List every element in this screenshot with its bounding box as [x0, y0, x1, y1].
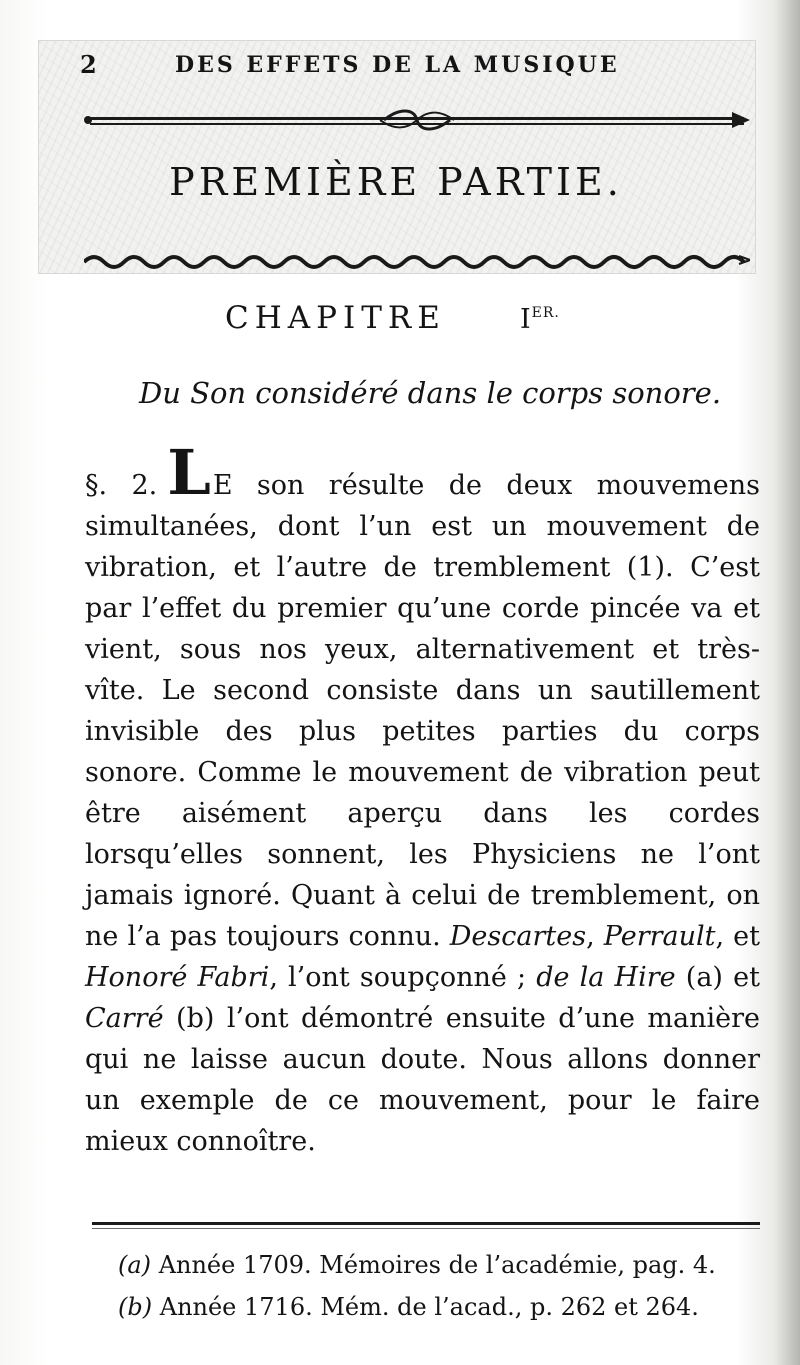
drop-cap: L [167, 436, 211, 509]
chapter-heading: CHAPITRE [225, 300, 446, 336]
running-title: DES EFFETS DE LA MUSIQUE [175, 52, 620, 78]
footnote-mark: (a) [118, 1251, 152, 1279]
footnote-text: Année 1709. Mémoires de l’académie, pag. 4. [158, 1251, 716, 1279]
footnote-b [118, 1286, 768, 1328]
separator-4: et [733, 962, 760, 993]
section-mark: §. 2. [85, 470, 158, 501]
running-head [80, 50, 680, 86]
separator-2: , et [715, 921, 760, 952]
name-de-la-hire: de la Hire [536, 962, 676, 993]
ornamental-rule [84, 106, 750, 136]
name-descartes: Descartes [449, 921, 587, 952]
separator-1: , [586, 921, 595, 952]
wavy-rule [84, 248, 750, 272]
name-perrault: Perrault [603, 921, 716, 952]
separator-3: , l’ont soupçonné ; [269, 962, 527, 993]
name-carre: Carré [85, 1003, 164, 1034]
page-edge-shadow [774, 0, 800, 1365]
body-paragraph [85, 436, 760, 1162]
footnote-mark: (b) [118, 1293, 153, 1321]
footnote-a [118, 1244, 768, 1286]
chapter-number-numeral: I [520, 304, 532, 335]
body-text-1: E son résulte de deux mouvemens simultanées, dont l’un est un mouvement de vibration, et l’autre de tremblement (1). C’est par l’effet du premier qu’une corde pincée va et vient, sous nos yeux, alternativement et très-vîte. Le second consiste dans un sautillement invisible des plus petites parties du corps sonore. Comme le mouvement de vibration peut être aisément aperçu dans les cordes lorsqu’elles sonnent, les Physiciens ne l’ont jamais ignoré. Quant à celui de tremblement, on ne l’a pas toujours connu. [85, 470, 760, 952]
chapter-subtitle: Du Son considéré dans le corps sonore. [138, 376, 722, 410]
chapter-number [520, 304, 560, 335]
chapter-number-suffix: ER. [531, 305, 560, 321]
footnote-rule [92, 1222, 760, 1225]
footnote-text: Année 1716. Mém. de l’acad., p. 262 et 264. [159, 1293, 699, 1321]
footnote-rule-thin [92, 1228, 760, 1229]
footnote-ref-a: (a) [685, 962, 723, 993]
part-title: PREMIÈRE PARTIE. [169, 160, 623, 204]
footnote-ref-b: (b) [176, 1003, 215, 1034]
body-text-2: l’ont démontré ensuite d’une manière qui ne laisse aucun doute. Nous allons donner un exemple de ce mouvement, pour le faire mieux connoître. [85, 1003, 760, 1157]
page-number: 2 [80, 50, 100, 79]
footnotes [118, 1244, 768, 1328]
name-fabri: Honoré Fabri [85, 962, 270, 993]
